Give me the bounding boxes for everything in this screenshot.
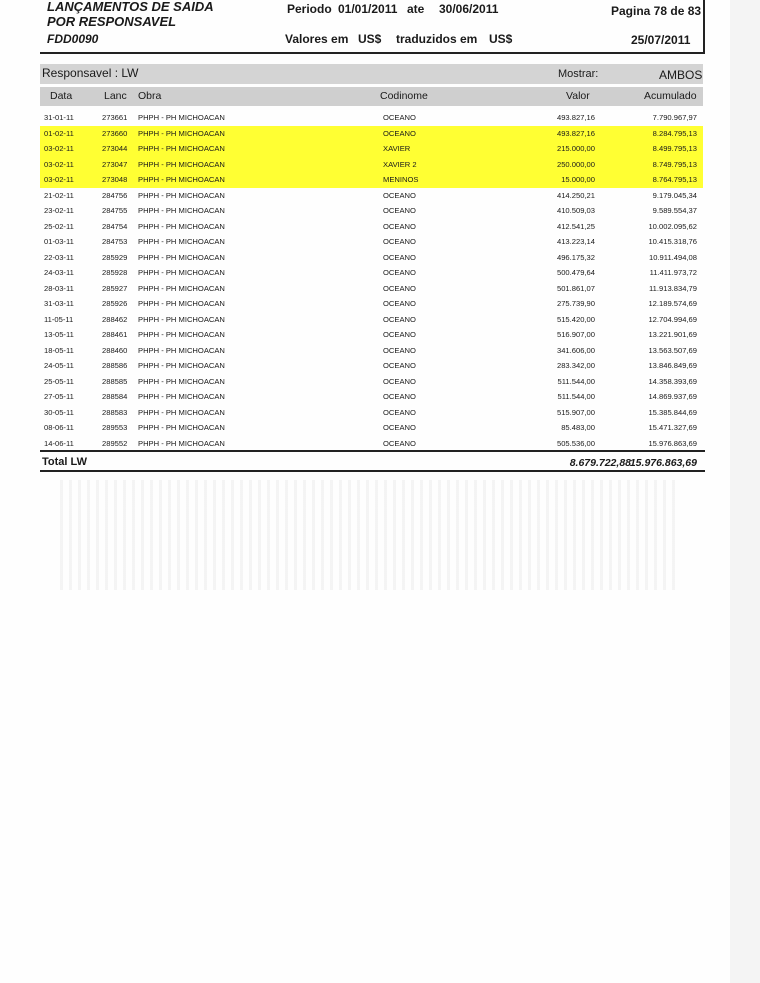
- row-acumulado: 9.179.045,34: [652, 190, 697, 200]
- row-lanc: 285926: [102, 299, 128, 308]
- periodo-from: 01/01/2011: [338, 2, 398, 16]
- table-row: [40, 374, 703, 390]
- scan-margin: [730, 0, 760, 983]
- row-codinome: OCEANO: [383, 128, 416, 138]
- row-lanc: 288585: [102, 376, 128, 386]
- row-acumulado: 8.764.795,13: [652, 175, 697, 184]
- row-valor: 501.861,07: [556, 283, 595, 293]
- row-acumulado: 11.913.834,79: [649, 283, 697, 293]
- page-number: Pagina 78 de 83: [611, 4, 702, 18]
- col-data: Data: [50, 90, 73, 102]
- table-row: [40, 141, 703, 157]
- report-title-line1: LANÇAMENTOS DE SAIDA: [47, 0, 214, 14]
- report-title-line2: POR RESPONSAVEL: [47, 14, 177, 29]
- row-lanc: 284754: [102, 221, 128, 231]
- row-data: 21-02-11: [44, 190, 74, 200]
- row-codinome: OCEANO: [383, 237, 416, 246]
- row-codinome: OCEANO: [383, 221, 416, 231]
- table-row: [40, 327, 703, 343]
- row-obra: PHPH - PH MICHOACAN: [138, 221, 225, 231]
- report-date: 25/07/2011: [631, 33, 691, 47]
- row-data: 13-05-11: [44, 330, 74, 339]
- row-lanc: 289553: [102, 423, 128, 432]
- table-row: [40, 234, 703, 250]
- row-valor: 515.907,00: [556, 407, 595, 417]
- col-codinome: Codinome: [380, 90, 428, 102]
- table-row: [40, 172, 703, 188]
- row-codinome: OCEANO: [383, 361, 416, 370]
- row-acumulado: 8.499.795,13: [652, 144, 697, 153]
- row-lanc: 288460: [102, 345, 128, 355]
- row-lanc: 273047: [102, 159, 128, 169]
- row-valor: 275.739,90: [556, 299, 595, 308]
- row-acumulado: 9.589.554,37: [652, 206, 697, 215]
- row-valor: 505.536,00: [556, 438, 595, 448]
- row-lanc: 273661: [102, 113, 128, 122]
- table-row: [40, 420, 703, 436]
- row-codinome: XAVIER: [383, 144, 411, 153]
- row-acumulado: 13.563.507,69: [648, 345, 697, 355]
- row-acumulado: 8.749.795,13: [652, 159, 697, 169]
- row-codinome: OCEANO: [383, 252, 416, 262]
- row-obra: PHPH - PH MICHOACAN: [138, 144, 225, 153]
- row-acumulado: 13.846.849,69: [648, 361, 697, 370]
- row-data: 27-05-11: [44, 392, 74, 401]
- row-codinome: OCEANO: [383, 283, 416, 293]
- col-valor: Valor: [566, 90, 590, 102]
- total-bottom-rule: [40, 470, 705, 472]
- row-valor: 493.827,16: [556, 113, 595, 122]
- row-codinome: OCEANO: [383, 345, 416, 355]
- row-acumulado: 15.471.327,69: [648, 423, 697, 432]
- row-acumulado: 12.704.994,69: [648, 314, 697, 324]
- row-lanc: 288462: [102, 314, 128, 324]
- row-codinome: OCEANO: [383, 330, 416, 339]
- row-codinome: OCEANO: [383, 407, 416, 417]
- row-acumulado: 13.221.901,69: [648, 330, 697, 339]
- row-obra: PHPH - PH MICHOACAN: [138, 299, 225, 308]
- row-valor: 15.000,00: [561, 175, 595, 184]
- row-lanc: 285928: [102, 268, 128, 277]
- row-lanc: 273660: [102, 128, 128, 138]
- total-acumulado: 15.976.863,69: [629, 457, 697, 469]
- row-data: 25-05-11: [44, 376, 74, 386]
- row-obra: PHPH - PH MICHOACAN: [138, 128, 225, 138]
- row-valor: 283.342,00: [556, 361, 595, 370]
- row-valor: 410.509,03: [556, 206, 595, 215]
- row-valor: 516.907,00: [556, 330, 595, 339]
- table-row: [40, 110, 703, 126]
- row-acumulado: 14.358.393,69: [648, 376, 697, 386]
- table-row: [40, 203, 703, 219]
- row-data: 08-06-11: [44, 423, 74, 432]
- row-obra: PHPH - PH MICHOACAN: [138, 376, 225, 386]
- row-data: 03-02-11: [44, 144, 74, 153]
- row-obra: PHPH - PH MICHOACAN: [138, 268, 225, 277]
- row-obra: PHPH - PH MICHOACAN: [138, 423, 225, 432]
- row-obra: PHPH - PH MICHOACAN: [138, 190, 225, 200]
- header-rule: [40, 52, 705, 54]
- row-data: 03-02-11: [44, 159, 74, 169]
- row-lanc: 285927: [102, 283, 128, 293]
- row-data: 24-03-11: [44, 268, 74, 277]
- row-obra: PHPH - PH MICHOACAN: [138, 330, 225, 339]
- row-data: 31-01-11: [44, 113, 74, 122]
- row-obra: PHPH - PH MICHOACAN: [138, 345, 225, 355]
- valores-currency: US$: [358, 32, 382, 46]
- scan-noise: [60, 480, 680, 590]
- row-valor: 493.827,16: [556, 128, 595, 138]
- row-data: 31-03-11: [44, 299, 74, 308]
- traduzidos-label: traduzidos em: [396, 32, 478, 46]
- periodo-label: Periodo: [287, 2, 332, 16]
- table-row: [40, 343, 703, 359]
- row-data: 14-06-11: [44, 438, 74, 448]
- row-valor: 250.000,00: [556, 159, 595, 169]
- total-valor: 8.679.722,88: [569, 457, 631, 469]
- row-data: 28-03-11: [44, 283, 74, 293]
- row-lanc: 285929: [102, 252, 128, 262]
- row-lanc: 288584: [102, 392, 128, 401]
- row-valor: 511.544,00: [557, 392, 595, 401]
- table-row: [40, 358, 703, 374]
- row-lanc: 284755: [102, 206, 128, 215]
- row-lanc: 288461: [102, 330, 128, 339]
- header-vertical-rule: [703, 0, 705, 52]
- row-data: 18-05-11: [44, 345, 74, 355]
- traduzidos-currency: US$: [489, 32, 513, 46]
- row-codinome: OCEANO: [383, 376, 416, 386]
- row-codinome: OCEANO: [383, 190, 416, 200]
- row-acumulado: 12.189.574,69: [648, 299, 697, 308]
- periodo-ate: ate: [407, 2, 425, 16]
- row-lanc: 284756: [102, 190, 128, 200]
- row-acumulado: 11.411.973,72: [649, 268, 697, 277]
- col-lanc: Lanc: [104, 90, 127, 102]
- table-row: [40, 405, 703, 421]
- row-lanc: 289552: [102, 438, 128, 448]
- row-obra: PHPH - PH MICHOACAN: [138, 237, 225, 246]
- row-codinome: OCEANO: [383, 314, 416, 324]
- total-label: Total LW: [42, 456, 88, 468]
- row-valor: 496.175,32: [556, 252, 595, 262]
- row-valor: 414.250,21: [556, 190, 595, 200]
- report-code: FDD0090: [47, 32, 99, 46]
- row-codinome: OCEANO: [383, 113, 416, 122]
- row-codinome: OCEANO: [383, 206, 416, 215]
- row-data: 23-02-11: [44, 206, 74, 215]
- table-row: [40, 281, 703, 297]
- periodo-to: 30/06/2011: [439, 2, 499, 16]
- row-obra: PHPH - PH MICHOACAN: [138, 361, 225, 370]
- row-valor: 511.544,00: [557, 376, 595, 386]
- table-row: [40, 157, 703, 173]
- total-row: [40, 452, 703, 470]
- table-row: [40, 126, 703, 142]
- row-codinome: MENINOS: [383, 175, 419, 184]
- row-data: 24-05-11: [44, 361, 74, 370]
- row-valor: 412.541,25: [556, 221, 595, 231]
- row-obra: PHPH - PH MICHOACAN: [138, 392, 225, 401]
- row-data: 22-03-11: [44, 252, 74, 262]
- row-valor: 215.000,00: [556, 144, 595, 153]
- row-lanc: 273044: [102, 144, 128, 153]
- table-row: [40, 188, 703, 204]
- row-codinome: OCEANO: [383, 438, 416, 448]
- row-acumulado: 10.911.494,08: [649, 252, 697, 262]
- row-valor: 85.483,00: [561, 423, 595, 432]
- row-acumulado: 10.002.095,62: [648, 221, 697, 231]
- row-data: 25-02-11: [44, 221, 74, 231]
- row-codinome: XAVIER 2: [383, 159, 417, 169]
- row-acumulado: 15.976.863,69: [648, 438, 697, 448]
- row-obra: PHPH - PH MICHOACAN: [138, 283, 225, 293]
- row-obra: PHPH - PH MICHOACAN: [138, 407, 225, 417]
- mostrar-label: Mostrar:: [558, 68, 599, 80]
- row-acumulado: 14.869.937,69: [648, 392, 697, 401]
- row-obra: PHPH - PH MICHOACAN: [138, 159, 225, 169]
- row-valor: 413.223,14: [556, 237, 595, 246]
- responsavel-label: Responsavel : LW: [42, 66, 139, 80]
- row-data: 01-03-11: [44, 237, 74, 246]
- row-obra: PHPH - PH MICHOACAN: [138, 252, 225, 262]
- mostrar-value: AMBOS: [659, 68, 703, 82]
- table-row: [40, 312, 703, 328]
- row-codinome: OCEANO: [383, 299, 416, 308]
- table-row: [40, 389, 703, 405]
- row-acumulado: 7.790.967,97: [652, 113, 697, 122]
- row-lanc: 288583: [102, 407, 128, 417]
- row-obra: PHPH - PH MICHOACAN: [138, 206, 225, 215]
- row-lanc: 273048: [102, 175, 128, 184]
- row-acumulado: 15.385.844,69: [648, 407, 697, 417]
- row-obra: PHPH - PH MICHOACAN: [138, 113, 225, 122]
- row-acumulado: 8.284.795,13: [652, 128, 697, 138]
- row-codinome: OCEANO: [383, 268, 416, 277]
- table-row: [40, 219, 703, 235]
- row-obra: PHPH - PH MICHOACAN: [138, 314, 225, 324]
- row-data: 01-02-11: [44, 128, 74, 138]
- row-lanc: 284753: [102, 237, 128, 246]
- col-acumulado: Acumulado: [644, 90, 697, 102]
- row-obra: PHPH - PH MICHOACAN: [138, 175, 225, 184]
- row-data: 11-05-11: [44, 314, 74, 324]
- row-lanc: 288586: [102, 361, 128, 370]
- table-row: [40, 436, 703, 452]
- table-row: [40, 250, 703, 266]
- row-codinome: OCEANO: [383, 392, 416, 401]
- col-obra: Obra: [138, 90, 162, 102]
- row-obra: PHPH - PH MICHOACAN: [138, 438, 225, 448]
- table-row: [40, 265, 703, 281]
- row-acumulado: 10.415.318,76: [648, 237, 697, 246]
- row-codinome: OCEANO: [383, 423, 416, 432]
- row-data: 30-05-11: [44, 407, 74, 417]
- valores-label: Valores em: [285, 32, 349, 46]
- group-header: [40, 64, 703, 84]
- row-valor: 341.606,00: [556, 345, 595, 355]
- table-row: [40, 296, 703, 312]
- row-data: 03-02-11: [44, 175, 74, 184]
- row-valor: 515.420,00: [556, 314, 595, 324]
- row-valor: 500.479,64: [556, 268, 595, 277]
